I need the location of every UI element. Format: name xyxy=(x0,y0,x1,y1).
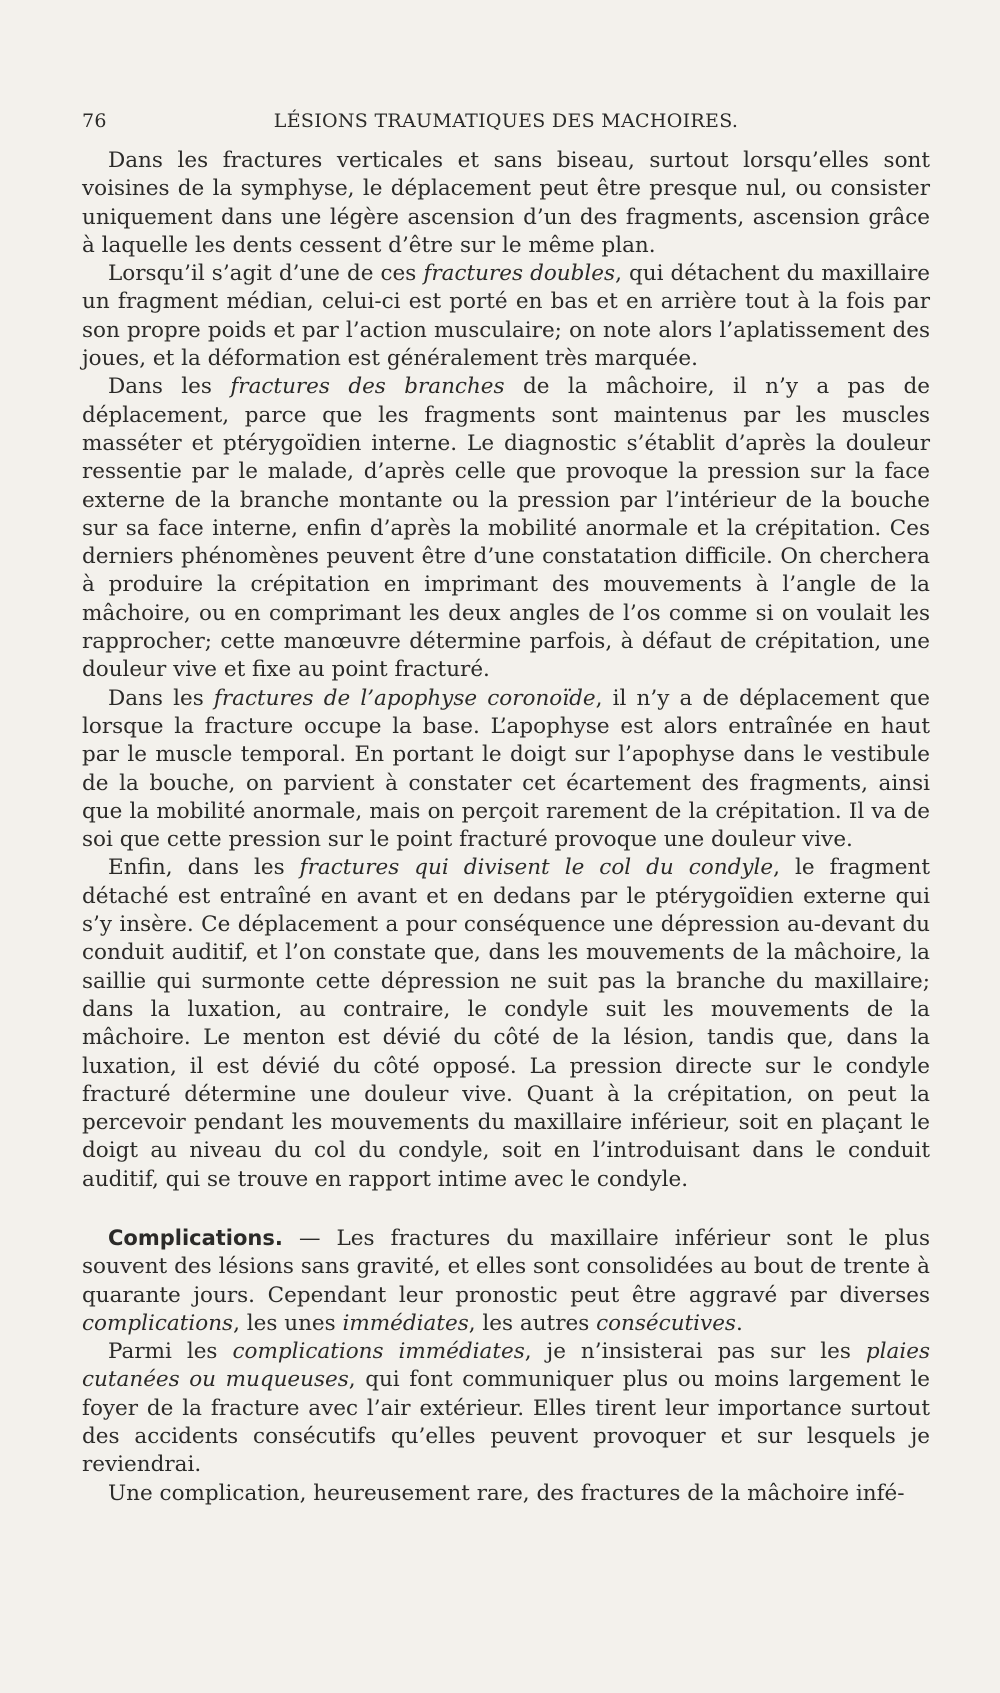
paragraph xyxy=(82,1338,930,1479)
page-number: 76 xyxy=(82,110,107,132)
text-run: Dans les xyxy=(108,374,231,400)
italic-text: fractures qui divisent le col du condyle xyxy=(299,855,774,881)
text-run: Enfin, dans les xyxy=(108,855,300,881)
page-header xyxy=(82,110,930,136)
italic-text: plaies cutanées ou muqueuses xyxy=(82,1339,930,1393)
paragraph xyxy=(82,685,930,855)
text-run: Parmi les xyxy=(108,1339,233,1365)
body-text xyxy=(82,147,930,1508)
italic-text: complications xyxy=(82,1310,234,1336)
italic-text: consécutives xyxy=(596,1310,736,1336)
section-heading: Complications. xyxy=(108,1225,283,1250)
paragraph xyxy=(82,1480,930,1508)
text-run: , qui font communiquer plus ou moins largement le foyer de la fracture avec l’air extérieur. Elles tirent leur importance surtout des accidents consécutifs qu’elles peuvent provoquer et sur lesquels je reviendrai. xyxy=(82,1367,930,1478)
text-run: Dans les fractures verticales et sans biseau, surtout lorsqu’elles sont voisines de la symphyse, le déplacement peut être presque nul, ou consister uniquement dans une légère ascension d’un des fragments, ascension grâce à laquelle les dents cessent d’être sur le même plan. xyxy=(82,148,930,258)
running-title: LÉSIONS TRAUMATIQUES DES MACHOIRES. xyxy=(273,110,739,132)
text-run: , il n’y a de déplacement que lorsque la fracture occupe la base. L’apophyse est alors entraînée en haut par le muscle temporal. En portant le doigt sur l’apophyse dans le vestibule de la bouche, on parvient à constater cet écartement des fragments, ainsi que la mobilité anormale, mais on perçoit rarement de la crépitation. Il va de soi que cette pression sur le point fracturé provoque une douleur vive. xyxy=(82,685,930,853)
italic-text: immédiates xyxy=(342,1310,469,1336)
paragraph xyxy=(82,373,930,684)
italic-text: fractures de l’apophyse coronoïde xyxy=(213,685,596,711)
italic-text: complications immédiates xyxy=(232,1339,525,1365)
text-run: , je n’insisterai pas sur les xyxy=(524,1339,866,1365)
text-run: . xyxy=(735,1310,743,1336)
text-run: , le fragment détaché est entraîné en avant et en dedans par le ptérygoïdien externe qui s’y insère. Ce déplacement a pour conséquence une dépression au-devant du conduit auditif, et l’on constate que, dans les mouvements de la mâchoire, la saillie qui surmonte cette dépression ne suit pas la branche du maxillaire; dans la luxation, au contraire, le condyle suit les mouvements de la mâchoire. Le menton est dévié du côté de la lésion, tandis que, dans la luxation, il est dévié du côté opposé. La pression directe sur le condyle fracturé détermine une douleur vive. Quant à la crépitation, on peut la percevoir pendant les mouvements du maxillaire inférieur, soit en plaçant le doigt au niveau du col du condyle, soit en l’introduisant dans le conduit auditif, qui se trouve en rapport intime avec le condyle. xyxy=(82,855,930,1192)
text-run: Dans les xyxy=(108,685,214,711)
paragraph xyxy=(82,854,930,1194)
italic-text: fractures des branches xyxy=(230,374,505,400)
text-run: Une complication, heureusement rare, des fractures de la mâchoire infé- xyxy=(108,1480,905,1506)
italic-text: fractures doubles xyxy=(423,261,616,287)
paragraph xyxy=(82,147,930,260)
text-run: Lorsqu’il s’agit d’une de ces xyxy=(108,261,424,287)
text-run: de la mâchoire, il n’y a pas de déplacement, parce que les fragments sont maintenus par les muscles masséter et ptérygoïdien interne. Le diagnostic s’établit d’après la douleur ressentie par le malade, d’après celle que provoque la pression sur la face externe de la branche montante ou la pression par l’intérieur de la bouche sur sa face interne, enfin d’après la mobilité anormale et la crépitation. Ces derniers phénomènes peuvent être d’une constatation difficile. On cherchera à produire la crépitation en imprimant des mouvements à l’angle de la mâchoire, ou en comprimant les deux angles de l’os comme si on voulait les rapprocher; cette manœuvre détermine parfois, à défaut de crépitation, une douleur vive et fixe au point fracturé. xyxy=(82,374,931,683)
text-run: , qui détachent du maxillaire un fragment médian, celui-ci est porté en bas et en arrière tout à la fois par son propre poids et par l’action musculaire; on note alors l’aplatissement des joues, et la déformation est généralement très marquée. xyxy=(82,261,931,372)
paragraph xyxy=(82,260,930,373)
text-run: , les unes xyxy=(233,1310,343,1336)
text-run: , les autres xyxy=(468,1310,597,1336)
paragraph xyxy=(82,1224,930,1338)
text-run: — Les fractures du maxillaire inférieur sont le plus souvent des lésions sans gravité, et elles sont consolidées au bout de trente à quarante jours. Cependant leur pronostic peut être aggravé par diverses xyxy=(82,1225,930,1308)
